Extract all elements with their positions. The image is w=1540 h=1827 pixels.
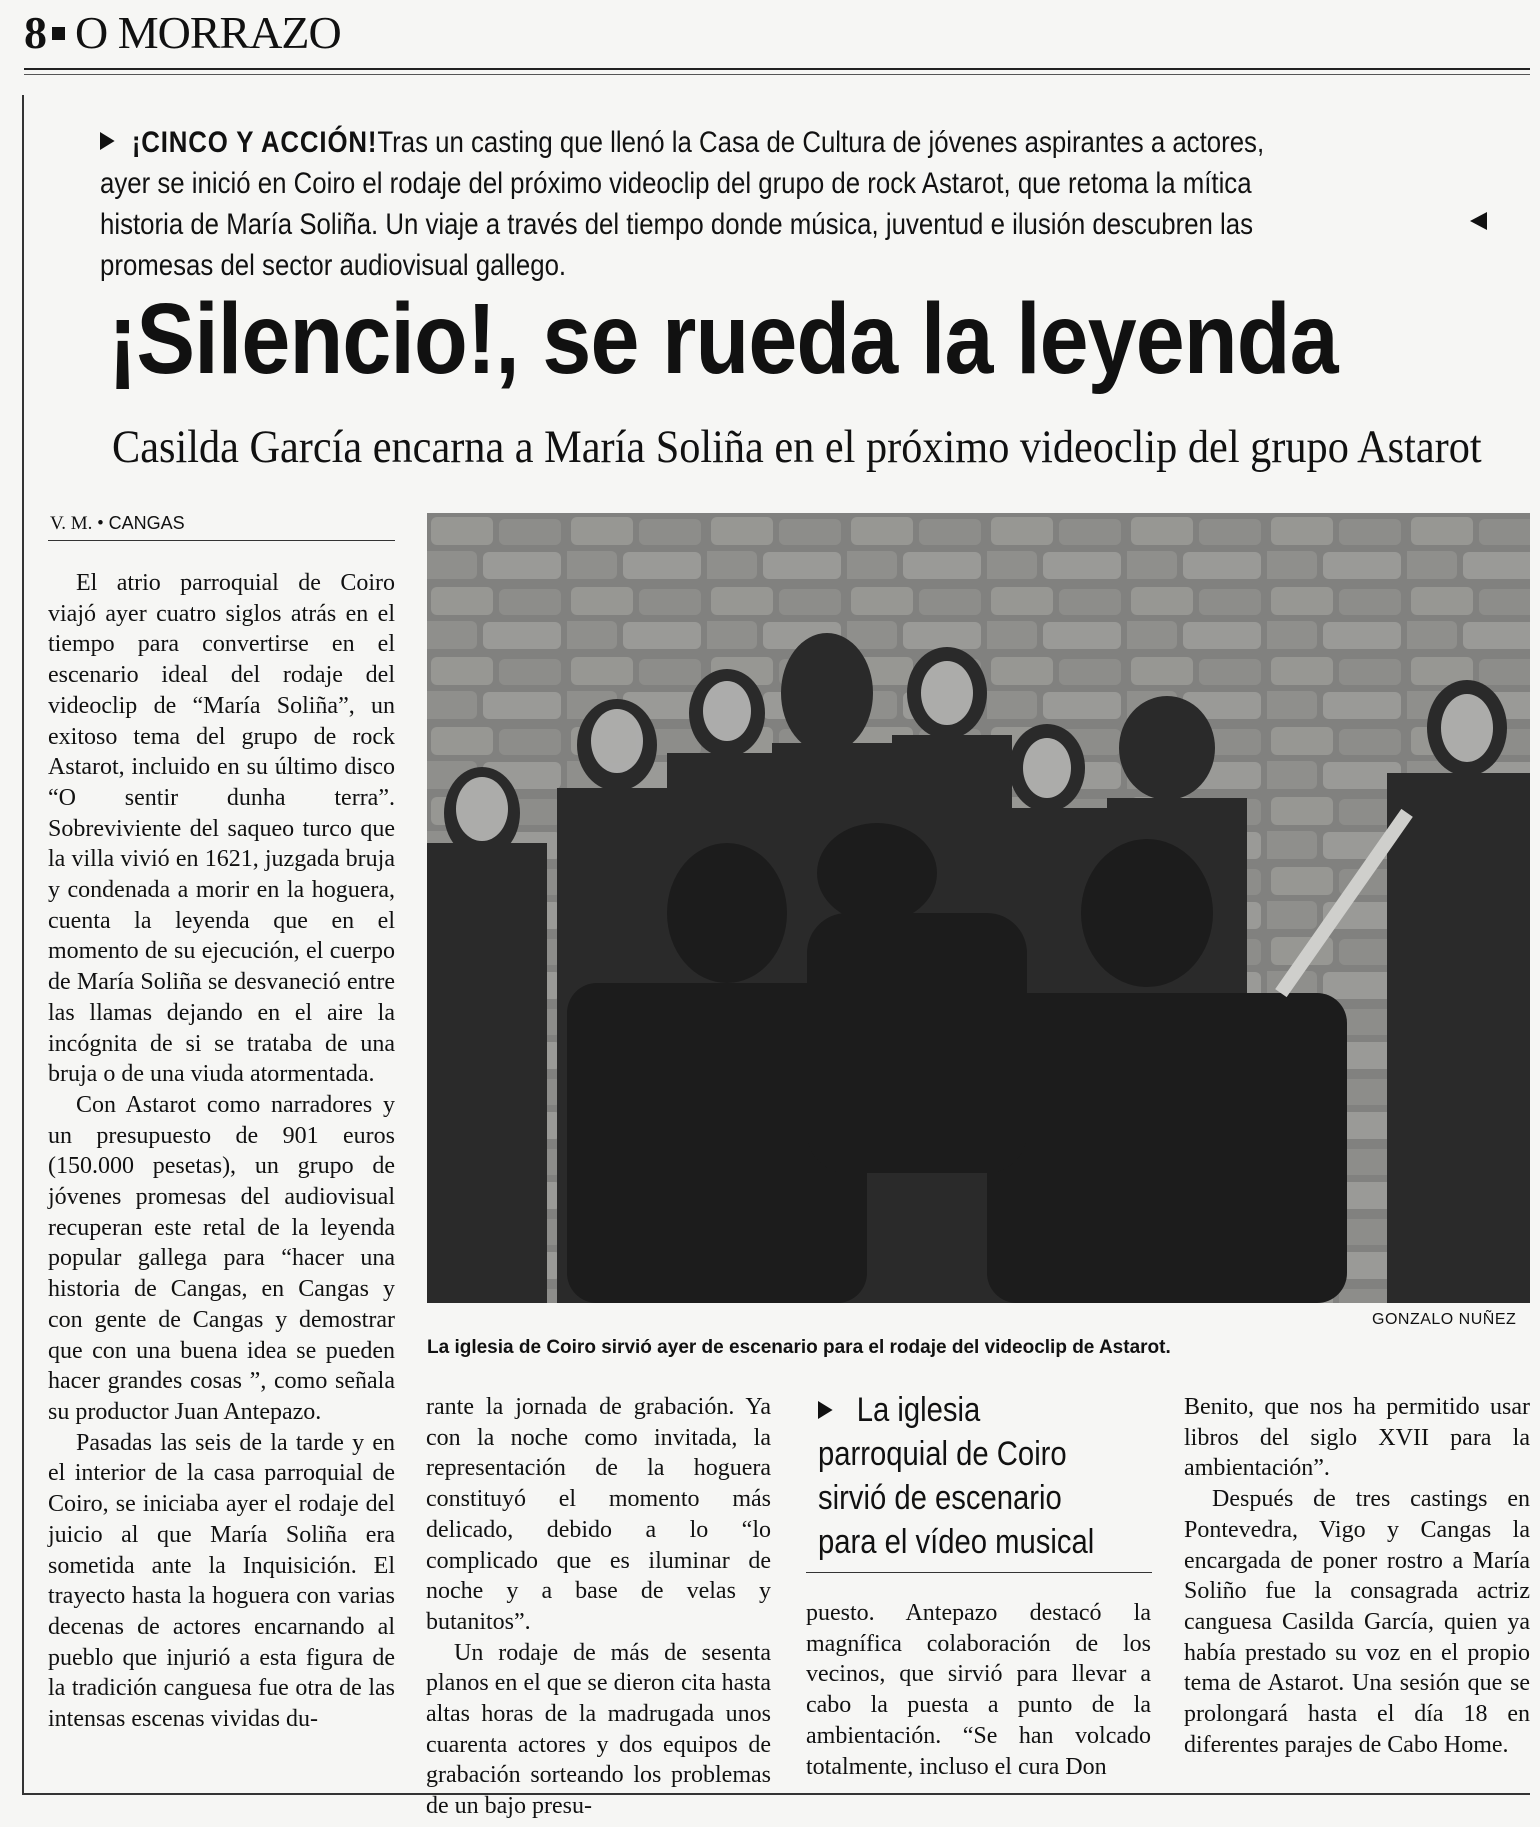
triangle-right-icon bbox=[100, 132, 115, 150]
article-photo bbox=[427, 513, 1530, 1303]
subheadline: Casilda García encarna a María Soliña en el próximo videoclip del grupo Astarot bbox=[112, 421, 1482, 473]
byline-location: CANGAS bbox=[108, 513, 185, 533]
triangle-left-icon bbox=[1470, 212, 1487, 230]
lead-kicker: ¡CINCO Y ACCIÓN! bbox=[131, 126, 378, 159]
photo-credit: GONZALO NUÑEZ bbox=[1372, 1311, 1517, 1328]
pull-quote bbox=[818, 1388, 1110, 1564]
byline-author: V. M. bbox=[50, 513, 93, 534]
pull-quote-rule bbox=[806, 1572, 1152, 1573]
paragraph: Un rodaje de más de sesenta planos en el que se dieron cita hasta altas horas de la madrugada unos cuarenta actores y dos equipos de grabación sorteando los problemas de un bajo presu- bbox=[426, 1639, 771, 1820]
article-border-left bbox=[22, 95, 24, 1795]
lead-text: Tras un casting que llenó la Casa de Cultura de jóvenes aspirantes a actores, ayer se inició en Coiro el rodaje del próximo videoclip del grupo de rock Astarot, que retoma la mítica historia de María Soliña. Un viaje a través del tiempo donde música, juventud e ilusión descubren las promesas del sector audiovisual gallego. bbox=[100, 126, 1265, 282]
header-rule bbox=[24, 68, 1530, 70]
article-column-3 bbox=[806, 1598, 1151, 1782]
headline: ¡Silencio!, se rueda la leyenda bbox=[108, 283, 1338, 395]
triangle-right-icon bbox=[818, 1401, 833, 1419]
header-rule-thin bbox=[24, 74, 1530, 75]
paragraph: El atrio parroquial de Coiro viajó ayer cuatro siglos atrás en el tiempo para convertirse en el escenario ideal del rodaje del videoclip de “María Soliña”, un exitoso tema del grupo de rock Astarot, incluido en su último disco “O sentir dunha terra”. Sobreviviente del saqueo turco que la villa vivió en 1621, juzgada bruja y condenada a morir en la hoguera, cuenta la leyenda que en el momento de su ejecución, el cuerpo de María Soliña se desvaneció entre las llamas dejando en el aire la incógnita de si se trataba de una bruja o de una viuda atormentada. bbox=[48, 570, 395, 1088]
paragraph: Después de tres castings en Pontevedra, Vigo y Cangas la encargada de poner rostro a María Soliño fue la consagrada actriz canguesa Casilda García, quien ya había prestado su voz en el propio tema de Astarot. Una sesión que se prolongará hasta el día 18 en diferentes parajes de Cabo Home. bbox=[1184, 1486, 1530, 1758]
article-column-4 bbox=[1184, 1392, 1530, 1760]
bullet-square-icon bbox=[52, 27, 65, 40]
section-title: O MORRAZO bbox=[75, 7, 341, 58]
paragraph: puesto. Antepazo destacó la magnífica colaboración de los vecinos, que sirvió para llevar a cabo la puesta a punto de la ambientación. “Se han volcado totalmente, incluso el cura Don bbox=[806, 1600, 1151, 1780]
pull-quote-text: La iglesia parroquial de Coiro sirvió de escenario para el vídeo musical bbox=[818, 1391, 1095, 1561]
page-number: 8 bbox=[24, 7, 46, 58]
paragraph: Pasadas las seis de la tarde y en el interior de la casa parroquial de Coiro, se iniciaba ayer el rodaje del juicio al que María Soliña era sometida ante la Inquisición. El trayecto hasta la hoguera con varias decenas de actores encarnando al pueblo que injurió a esta figura de la tradición canguesa fue otra de las intensas escenas vividas du- bbox=[48, 1429, 395, 1733]
paragraph: Benito, que nos ha permitido usar libros del siglo XVII para la ambientación”. bbox=[1184, 1394, 1530, 1482]
byline: V. M. • CANGAS bbox=[50, 513, 185, 534]
section-header bbox=[24, 6, 341, 59]
paragraph: Con Astarot como narradores y un presupuesto de 901 euros (150.000 pesetas), un grupo de jóvenes promesas del audiovisual recuperan este retal de la leyenda popular gallega para “hacer una historia de Cangas, en Cangas y con gente de Cangas y demostrar que con una buena idea se pueden hacer grandes cosas ”, como señala su productor Juan Antepazo. bbox=[48, 1091, 395, 1425]
photo-scene bbox=[427, 513, 1530, 1303]
article-column-2 bbox=[426, 1392, 771, 1822]
lead-paragraph bbox=[100, 122, 1304, 286]
byline-rule bbox=[48, 540, 395, 541]
article-column-1 bbox=[48, 568, 395, 1735]
article-border-bottom bbox=[22, 1793, 1530, 1795]
paragraph: rante la jornada de grabación. Ya con la noche como invitada, la representación de la hoguera constituyó el momento más delicado, debido a lo “lo complicado que es iluminar de noche y a base de velas y butanitos”. bbox=[426, 1394, 771, 1635]
photo-caption: La iglesia de Coiro sirvió ayer de escenario para el rodaje del videoclip de Astarot. bbox=[427, 1337, 1171, 1358]
